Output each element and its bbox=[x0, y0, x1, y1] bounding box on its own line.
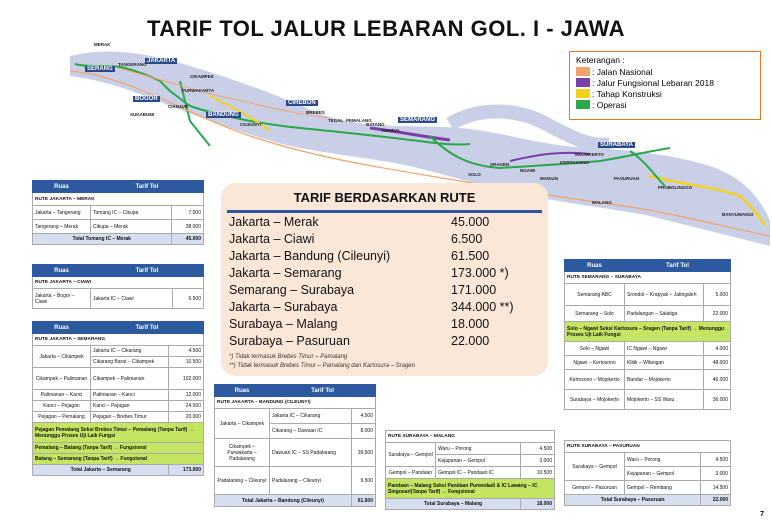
cell: Klitik – Wilangan bbox=[625, 356, 704, 370]
legend-label: : Jalan Nasional bbox=[592, 66, 653, 77]
route-value: 344.000 **) bbox=[451, 300, 514, 314]
cell: Tangerang – Merak bbox=[33, 220, 91, 234]
table-row bbox=[565, 306, 731, 322]
table-row bbox=[33, 390, 204, 401]
cell: 46.000 bbox=[703, 370, 730, 390]
cell: Mojokerto – SS Waru bbox=[625, 390, 704, 410]
cell: 6.500 bbox=[172, 289, 203, 309]
table-row bbox=[565, 453, 731, 467]
table-section: RUTE SURABAYA – MALANG bbox=[386, 431, 555, 443]
cell: 39.500 bbox=[351, 439, 375, 467]
cell: Jakarta IC – Cikarang bbox=[91, 346, 169, 357]
cell: 12.000 bbox=[169, 390, 204, 401]
table-row bbox=[33, 412, 204, 423]
route-value: 173.000 *) bbox=[451, 266, 509, 280]
cell: Gempol IC – Pandaan IC bbox=[436, 467, 521, 479]
cell: Palimanan – Kanci bbox=[33, 390, 91, 401]
route-box-title: TARIF BERDASARKAN RUTE bbox=[293, 190, 476, 205]
table-section: RUTE SURABAYA – PASURUAN bbox=[565, 441, 731, 453]
cell: 4.500 bbox=[701, 453, 731, 467]
cell: 4.500 bbox=[521, 443, 555, 455]
map-label: SRAGEN bbox=[490, 162, 510, 167]
table-row bbox=[386, 443, 555, 455]
map-label: PEMALANG bbox=[346, 118, 372, 123]
cell: 4.000 bbox=[703, 342, 730, 356]
table-section: RUTE JAKARTA – CIAWI bbox=[33, 277, 204, 289]
col-header: Tarif Tol bbox=[625, 260, 731, 272]
route-row bbox=[229, 283, 529, 297]
table-row bbox=[565, 370, 731, 390]
route-name: Surabaya – Malang bbox=[229, 317, 338, 331]
cell: Semarang ABC bbox=[565, 284, 625, 306]
cell: Surabaya – Gempol bbox=[386, 443, 436, 467]
table-section: RUTE JAKARTA – MERAK bbox=[33, 193, 204, 206]
route-name: Jakarta – Bandung (Cileunyi) bbox=[229, 249, 391, 263]
route-note: **) Tidak termasuk Brebes Timur – Pamalang dan Kartosura – Sragen bbox=[229, 363, 415, 369]
route-name: Jakarta – Ciawi bbox=[229, 232, 315, 246]
cell: Padalarang – Cileunyi bbox=[270, 467, 352, 495]
status-note: Solo – Ngawi Seksi Kartosura – Sragen (Tanpa Tarif) → Menunggu Proses Uji Laik Fungsi bbox=[565, 322, 731, 342]
map-city-serang: SERANG bbox=[87, 66, 113, 72]
route-row bbox=[229, 215, 529, 229]
cell: 3.000 bbox=[701, 467, 731, 481]
route-row bbox=[229, 249, 529, 263]
cell: 22.000 bbox=[703, 306, 730, 322]
col-header: Ruas bbox=[33, 322, 91, 334]
cell: 102.000 bbox=[169, 368, 204, 390]
legend-swatch bbox=[576, 78, 590, 87]
table-section: RUTE JAKARTA – SEMARANG bbox=[33, 334, 204, 346]
legend-swatch bbox=[576, 67, 590, 76]
cell: Semarang – Solo bbox=[565, 306, 625, 322]
route-value: 61.500 bbox=[451, 249, 490, 263]
cell: Cikampek – Purwakarta – Padalarang bbox=[215, 439, 270, 467]
cell: 10.500 bbox=[521, 467, 555, 479]
cell: Dawuan IC – SS Padalarang bbox=[270, 439, 352, 467]
col-header: Ruas bbox=[33, 181, 91, 193]
legend-swatch bbox=[576, 89, 590, 98]
total-label: Total Jakarta – Bandung (Cileunyi) bbox=[215, 495, 352, 507]
route-row bbox=[229, 317, 529, 331]
col-header: Ruas bbox=[565, 260, 625, 272]
cell: 4.500 bbox=[351, 409, 375, 424]
map-label: MALANG bbox=[592, 200, 612, 205]
map-label: CILEUNYI bbox=[240, 122, 262, 127]
total-label: Total Tomang IC – Merak bbox=[33, 234, 172, 245]
legend-swatch bbox=[576, 100, 590, 109]
map-city-bandung: BANDUNG bbox=[208, 112, 239, 118]
map-city-jakarta: JAKARTA bbox=[147, 58, 176, 64]
route-name: Surabaya – Pasuruan bbox=[229, 334, 350, 348]
total-label: Total Surabaya – Pasuruan bbox=[565, 495, 701, 506]
legend-item bbox=[576, 66, 754, 77]
map-legend bbox=[569, 51, 761, 120]
cell: Waru – Porong bbox=[625, 453, 701, 467]
map-label: TANGERANG bbox=[118, 62, 147, 67]
cell: 8.000 bbox=[351, 424, 375, 439]
table-row bbox=[565, 481, 731, 495]
cell: Ngawi – Kertosono bbox=[565, 356, 625, 370]
cell: Solo – Ngawi bbox=[565, 342, 625, 356]
map-label: KERTOSONO bbox=[560, 160, 589, 165]
table-jakarta-semarang bbox=[32, 321, 204, 476]
legend-label: : Jalur Fungsional Lebaran 2018 bbox=[592, 77, 714, 88]
cell: Jakarta – Cikampek bbox=[215, 409, 270, 439]
title-underline bbox=[227, 210, 542, 213]
cell: Kanci – Pejagan bbox=[91, 401, 169, 412]
table-row bbox=[386, 467, 555, 479]
table-row bbox=[215, 467, 376, 495]
map-label: MOJOKERTO bbox=[575, 152, 604, 157]
route-value: 6.500 bbox=[451, 232, 483, 246]
cell: 7.000 bbox=[171, 206, 203, 220]
route-value: 22.000 bbox=[451, 334, 490, 348]
cell: Pejagan – Pemalang bbox=[33, 412, 91, 423]
map-label: BATANG bbox=[366, 122, 385, 127]
map-label: PASURUAN bbox=[614, 176, 640, 181]
col-header: Tarif Tol bbox=[91, 322, 204, 334]
table-row bbox=[33, 368, 204, 390]
col-header: Ruas bbox=[33, 265, 91, 277]
map-label: MADIUN bbox=[540, 176, 558, 181]
page-title: TARIF TOL JALUR LEBARAN GOL. I - JAWA bbox=[146, 16, 626, 41]
cell: Cikarang – Dawuan IC bbox=[270, 424, 352, 439]
table-surabaya-pasuruan bbox=[564, 440, 731, 506]
cell: Cikampek – Palimanan bbox=[33, 368, 91, 390]
route-row bbox=[229, 300, 529, 314]
map-label: BANYUWANGI bbox=[722, 212, 754, 217]
cell: Srondol – Krapyak – Jatingaleh bbox=[625, 284, 704, 306]
map-label: NGAWI bbox=[520, 168, 536, 173]
cell: Jakarta – Bogor – Ciawi bbox=[33, 289, 91, 309]
cell: Kertosono – Mojokerto bbox=[565, 370, 625, 390]
cell: 14.500 bbox=[701, 481, 731, 495]
col-header: Tarif Tol bbox=[91, 181, 204, 193]
legend-heading: Keterangan : bbox=[576, 55, 625, 65]
table-semarang-surabaya bbox=[564, 259, 731, 410]
map-label: SOLO bbox=[468, 172, 481, 177]
table-row bbox=[33, 220, 204, 234]
cell: Jakarta – Tangerang bbox=[33, 206, 91, 220]
route-row bbox=[229, 232, 529, 246]
map-label: SUKABUMI bbox=[130, 112, 155, 117]
legend-item bbox=[576, 88, 754, 99]
table-jakarta-bandung bbox=[214, 384, 376, 507]
legend-label: : Tahap Konstruksi bbox=[592, 88, 662, 99]
table-section: RUTE JAKARTA – BANDUNG (CILEUNYI) bbox=[215, 397, 376, 409]
route-value: 45.000 bbox=[451, 215, 490, 229]
map-label: KENDAL bbox=[382, 128, 401, 133]
table-row bbox=[215, 439, 376, 467]
cell: 36.000 bbox=[703, 390, 730, 410]
map-city-surabaya: SURABAYA bbox=[600, 142, 633, 148]
cell: 48.000 bbox=[703, 356, 730, 370]
total-label: Total Surabaya – Malang bbox=[386, 499, 521, 510]
table-surabaya-malang bbox=[385, 430, 555, 510]
table-row bbox=[33, 289, 204, 309]
route-name: Jakarta – Surabaya bbox=[229, 300, 338, 314]
cell: 5.000 bbox=[703, 284, 730, 306]
cell: Cikupa – Merak bbox=[91, 220, 172, 234]
map-label: PROBOLINGGO bbox=[658, 185, 693, 190]
table-row bbox=[33, 346, 204, 357]
table-row bbox=[565, 356, 731, 370]
status-note: Batang – Semarang (Tanpa Tarif) → Fungsional bbox=[33, 454, 204, 465]
route-name: Jakarta – Merak bbox=[229, 215, 319, 229]
map-city-cirebon: CIREBON bbox=[288, 100, 316, 106]
status-note: Pemalang – Batang (Tanpa Tarif) → Fungsional bbox=[33, 443, 204, 454]
cell: IC Ngawi – Ngawi bbox=[625, 342, 704, 356]
cell: Palimanan – Kanci bbox=[91, 390, 169, 401]
status-note: Pejagan Pemalang Seksi Brebes Timur – Pemalang (Tanpa Tarif) → Menunggu Proses Uji Laik Fungsi bbox=[33, 423, 204, 443]
cell: Surabaya – Mojokerto bbox=[565, 390, 625, 410]
cell: Tomang IC – Cikupa bbox=[91, 206, 172, 220]
cell: Jakarta – Cikampek bbox=[33, 346, 91, 368]
table-row bbox=[33, 401, 204, 412]
table-row bbox=[565, 390, 731, 410]
route-tariff-box bbox=[221, 183, 548, 376]
route-note: *) Tidak termasuk Brebes Timur – Pamalang bbox=[229, 354, 348, 360]
map-city-bogor: BOGOR bbox=[135, 96, 158, 102]
status-note: Pandaan – Malang Seksi Pandaan Purwodadi & IC Lawang – IC Singosari(Tanpa Tarif) → Fungsional bbox=[386, 479, 555, 499]
route-row bbox=[229, 334, 529, 348]
map-label: CIKAMPEK bbox=[190, 74, 215, 79]
total-value: 45.000 bbox=[171, 234, 203, 245]
cell: 10.500 bbox=[169, 357, 204, 368]
cell: Bandar – Mojokerto bbox=[625, 370, 704, 390]
route-row bbox=[229, 266, 529, 280]
map-label: CIANJUR bbox=[168, 104, 189, 109]
table-row bbox=[565, 342, 731, 356]
legend-label: : Operasi bbox=[592, 99, 627, 110]
cell: Gempol – Pandaan bbox=[386, 467, 436, 479]
total-value: 173.000 bbox=[169, 465, 204, 476]
cell: 24.000 bbox=[169, 401, 204, 412]
cell: 4.500 bbox=[169, 346, 204, 357]
legend-item bbox=[576, 99, 754, 110]
route-value: 171.000 bbox=[451, 283, 497, 297]
cell: Surabaya – Gempol bbox=[565, 453, 625, 481]
cell: Jakarta IC – Cikarang bbox=[270, 409, 352, 424]
cell: Waru – Porong bbox=[436, 443, 521, 455]
cell: Padalarang – Cileunyi bbox=[215, 467, 270, 495]
route-value: 18.000 bbox=[451, 317, 490, 331]
col-header: Ruas bbox=[215, 385, 270, 397]
route-name: Jakarta – Semarang bbox=[229, 266, 342, 280]
map-label: PURWAKARTA bbox=[182, 88, 215, 93]
col-header: Tarif Tol bbox=[270, 385, 376, 397]
total-value: 22.000 bbox=[701, 495, 731, 506]
cell: Jakarta IC – Ciawi bbox=[91, 289, 173, 309]
table-row bbox=[215, 409, 376, 424]
cell: 20.000 bbox=[169, 412, 204, 423]
cell: 3.000 bbox=[521, 455, 555, 467]
table-jakarta-ciawi bbox=[32, 264, 204, 309]
total-value: 18.000 bbox=[521, 499, 555, 510]
map-label: BREBES bbox=[306, 110, 325, 115]
cell: Pejagan – Brebes Timur bbox=[91, 412, 169, 423]
cell: Kanci – Pejagan bbox=[33, 401, 91, 412]
cell: 9.500 bbox=[351, 467, 375, 495]
cell: Padalangan – Salatiga bbox=[625, 306, 704, 322]
route-name: Semarang – Surabaya bbox=[229, 283, 355, 297]
table-section: RUTE SEMARANG – SURABAYA bbox=[565, 272, 731, 284]
cell: 38.000 bbox=[171, 220, 203, 234]
total-value: 61.500 bbox=[351, 495, 375, 507]
legend-item bbox=[576, 77, 754, 88]
map-label: MERAK bbox=[94, 42, 111, 47]
cell: Cikampek – Palimanan bbox=[91, 368, 169, 390]
table-row bbox=[33, 206, 204, 220]
col-header: Tarif Tol bbox=[91, 265, 204, 277]
cell: Gempol – Rembang bbox=[625, 481, 701, 495]
cell: Gempol – Pasuruan bbox=[565, 481, 625, 495]
page-number: 7 bbox=[760, 511, 764, 518]
total-label: Total Jakarta – Semarang bbox=[33, 465, 169, 476]
map-label: TEGAL bbox=[328, 118, 344, 123]
table-jakarta-merak bbox=[32, 180, 204, 245]
cell: Cikarang Barat – Cikampek bbox=[91, 357, 169, 368]
map-city-semarang: SEMARANG bbox=[400, 117, 436, 123]
cell: Kejapanan – Gempol bbox=[625, 467, 701, 481]
table-row bbox=[565, 284, 731, 306]
cell: Kejapanan – Gempol bbox=[436, 455, 521, 467]
